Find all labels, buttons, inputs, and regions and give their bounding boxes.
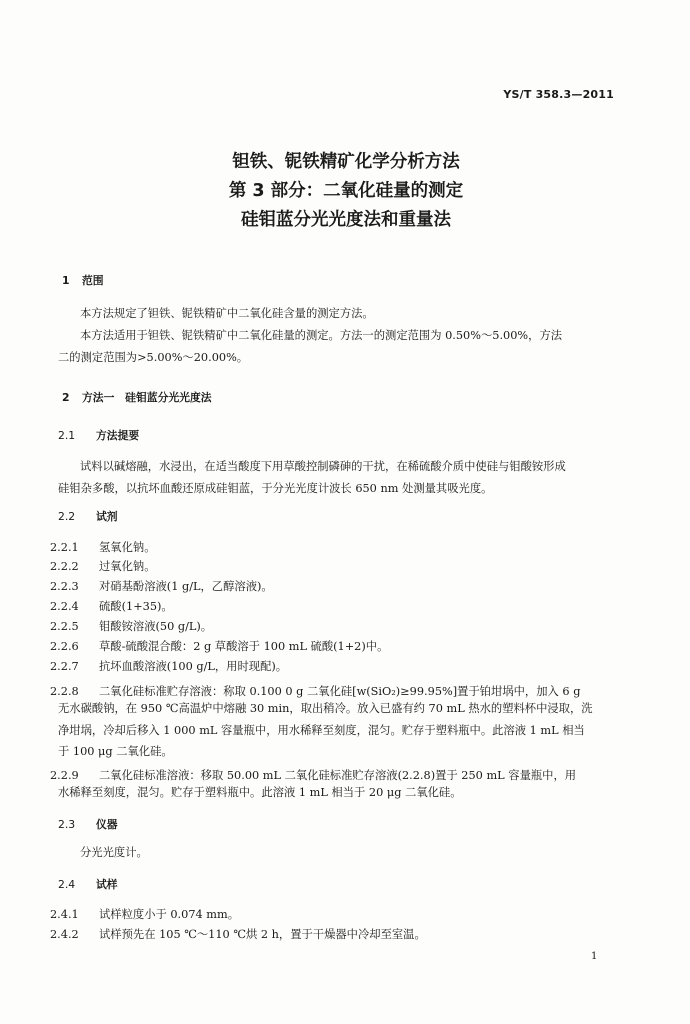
- title-line-1: 钽铁、铌铁精矿化学分析方法: [232, 152, 460, 172]
- subsection-2-3-text: 分光光度计。: [80, 846, 148, 859]
- reagent-item: [50, 618, 212, 634]
- subsection-title: 方法提要: [96, 429, 140, 442]
- subsection-2-4-heading: [58, 877, 118, 892]
- subsection-title: 试样: [96, 878, 118, 891]
- item-number: 2.2.8: [50, 685, 79, 698]
- subsection-2-1-line-1: 试料以碱熔融，水浸出，在适当酸度下用草酸控制磷砷的干扰，在稀硫酸介质中使硅与钼酸铵形成: [80, 460, 566, 473]
- item-text: 试样粒度小于 0.074 mm。: [99, 908, 240, 921]
- page-number: 1: [591, 951, 598, 962]
- reagent-2-2-8-line-3: 净坩埚，冷却后移入 1 000 mL 容量瓶中，用水稀释至刻度，混匀。贮存于塑料瓶中。此溶液 1 mL 相当: [58, 724, 585, 737]
- subsection-2-1-line-2: 硅钼杂多酸，以抗坏血酸还原成硅钼蓝，于分光光度计波长 650 nm 处测量其吸光度。: [58, 482, 493, 495]
- section-1-para-2-line-2: 二的测定范围为>5.00%～20.00%。: [58, 351, 249, 364]
- item-text: 抗坏血酸溶液(100 g/L，用时现配)。: [99, 660, 288, 673]
- reagent-2-2-8-line-4: 于 100 μg 二氧化硅。: [58, 745, 173, 758]
- section-2-heading: [62, 390, 212, 405]
- subsection-number: 2.3: [58, 818, 76, 831]
- item-text: 二氧化硅标准贮存溶液：称取 0.100 0 g 二氧化硅[w(SiO₂)≥99.95%]置于铂坩埚中，加入 6 g: [99, 685, 581, 698]
- item-number: 2.2.3: [50, 580, 79, 593]
- subsection-number: 2.2: [58, 510, 76, 523]
- subsection-title: 试剂: [96, 510, 118, 523]
- reagent-item-2-2-9: [50, 767, 576, 783]
- title-line-3: 硅钼蓝分光光度法和重量法: [241, 210, 451, 230]
- reagent-2-2-9-line-2: 水稀释至刻度，混匀。贮存于塑料瓶中。此溶液 1 mL 相当于 20 μg 二氧化硅。: [58, 786, 462, 799]
- standard-number: YS/T 358.3—2011: [503, 88, 614, 101]
- reagent-2-2-8-line-2: 无水碳酸钠，在 950 ℃高温炉中熔融 30 min，取出稍冷。放入已盛有约 70 mL 热水的塑料杯中浸取，洗: [58, 702, 593, 715]
- item-text: 二氧化硅标准溶液：移取 50.00 mL 二氧化硅标准贮存溶液(2.2.8)置于 250 mL 容量瓶中，用: [99, 769, 577, 782]
- sample-item: [50, 906, 239, 922]
- reagent-item: [50, 578, 273, 594]
- item-text: 氢氧化钠。: [99, 541, 156, 554]
- reagent-item: [50, 658, 287, 674]
- section-1-para-2-line-1: 本方法适用于钽铁、铌铁精矿中二氧化硅量的测定。方法一的测定范围为 0.50%～5.00%，方法: [80, 329, 563, 342]
- subsection-2-3-heading: [58, 817, 118, 832]
- section-1-heading: [62, 273, 104, 288]
- reagent-item: [50, 539, 156, 555]
- title-line-2: 第 3 部分：二氧化硅量的测定: [228, 181, 464, 201]
- item-text: 试样预先在 105 ℃～110 ℃烘 2 h，置于干燥器中冷却至室温。: [99, 928, 426, 941]
- document-title: [0, 148, 690, 235]
- reagent-item-2-2-8: [50, 683, 580, 699]
- item-text: 对硝基酚溶液(1 g/L，乙醇溶液)。: [99, 580, 273, 593]
- item-text: 钼酸铵溶液(50 g/L)。: [99, 620, 213, 633]
- subsection-number: 2.1: [58, 429, 76, 442]
- item-number: 2.2.6: [50, 640, 79, 653]
- item-number: 2.2.7: [50, 660, 79, 673]
- item-number: 2.4.2: [50, 928, 79, 941]
- section-title: 方法一 硅钼蓝分光光度法: [82, 391, 212, 404]
- item-number: 2.2.1: [50, 541, 79, 554]
- item-number: 2.2.9: [50, 769, 79, 782]
- subsection-number: 2.4: [58, 878, 76, 891]
- item-number: 2.2.4: [50, 600, 79, 613]
- item-text: 硫酸(1+35)。: [99, 600, 173, 613]
- section-1-para-1: 本方法规定了钽铁、铌铁精矿中二氧化硅含量的测定方法。: [80, 307, 374, 320]
- section-number: 1: [62, 274, 70, 287]
- subsection-title: 仪器: [96, 818, 118, 831]
- sample-item: [50, 926, 426, 942]
- item-text: 草酸-硫酸混合酸：2 g 草酸溶于 100 mL 硫酸(1+2)中。: [99, 640, 389, 653]
- item-number: 2.4.1: [50, 908, 79, 921]
- item-number: 2.2.2: [50, 560, 79, 573]
- section-number: 2: [62, 391, 70, 404]
- item-text: 过氧化钠。: [99, 560, 156, 573]
- subsection-2-1-heading: [58, 428, 139, 443]
- reagent-item: [50, 638, 388, 654]
- item-number: 2.2.5: [50, 620, 79, 633]
- section-title: 范围: [82, 274, 104, 287]
- subsection-2-2-heading: [58, 509, 118, 524]
- reagent-item: [50, 558, 156, 574]
- reagent-item: [50, 598, 173, 614]
